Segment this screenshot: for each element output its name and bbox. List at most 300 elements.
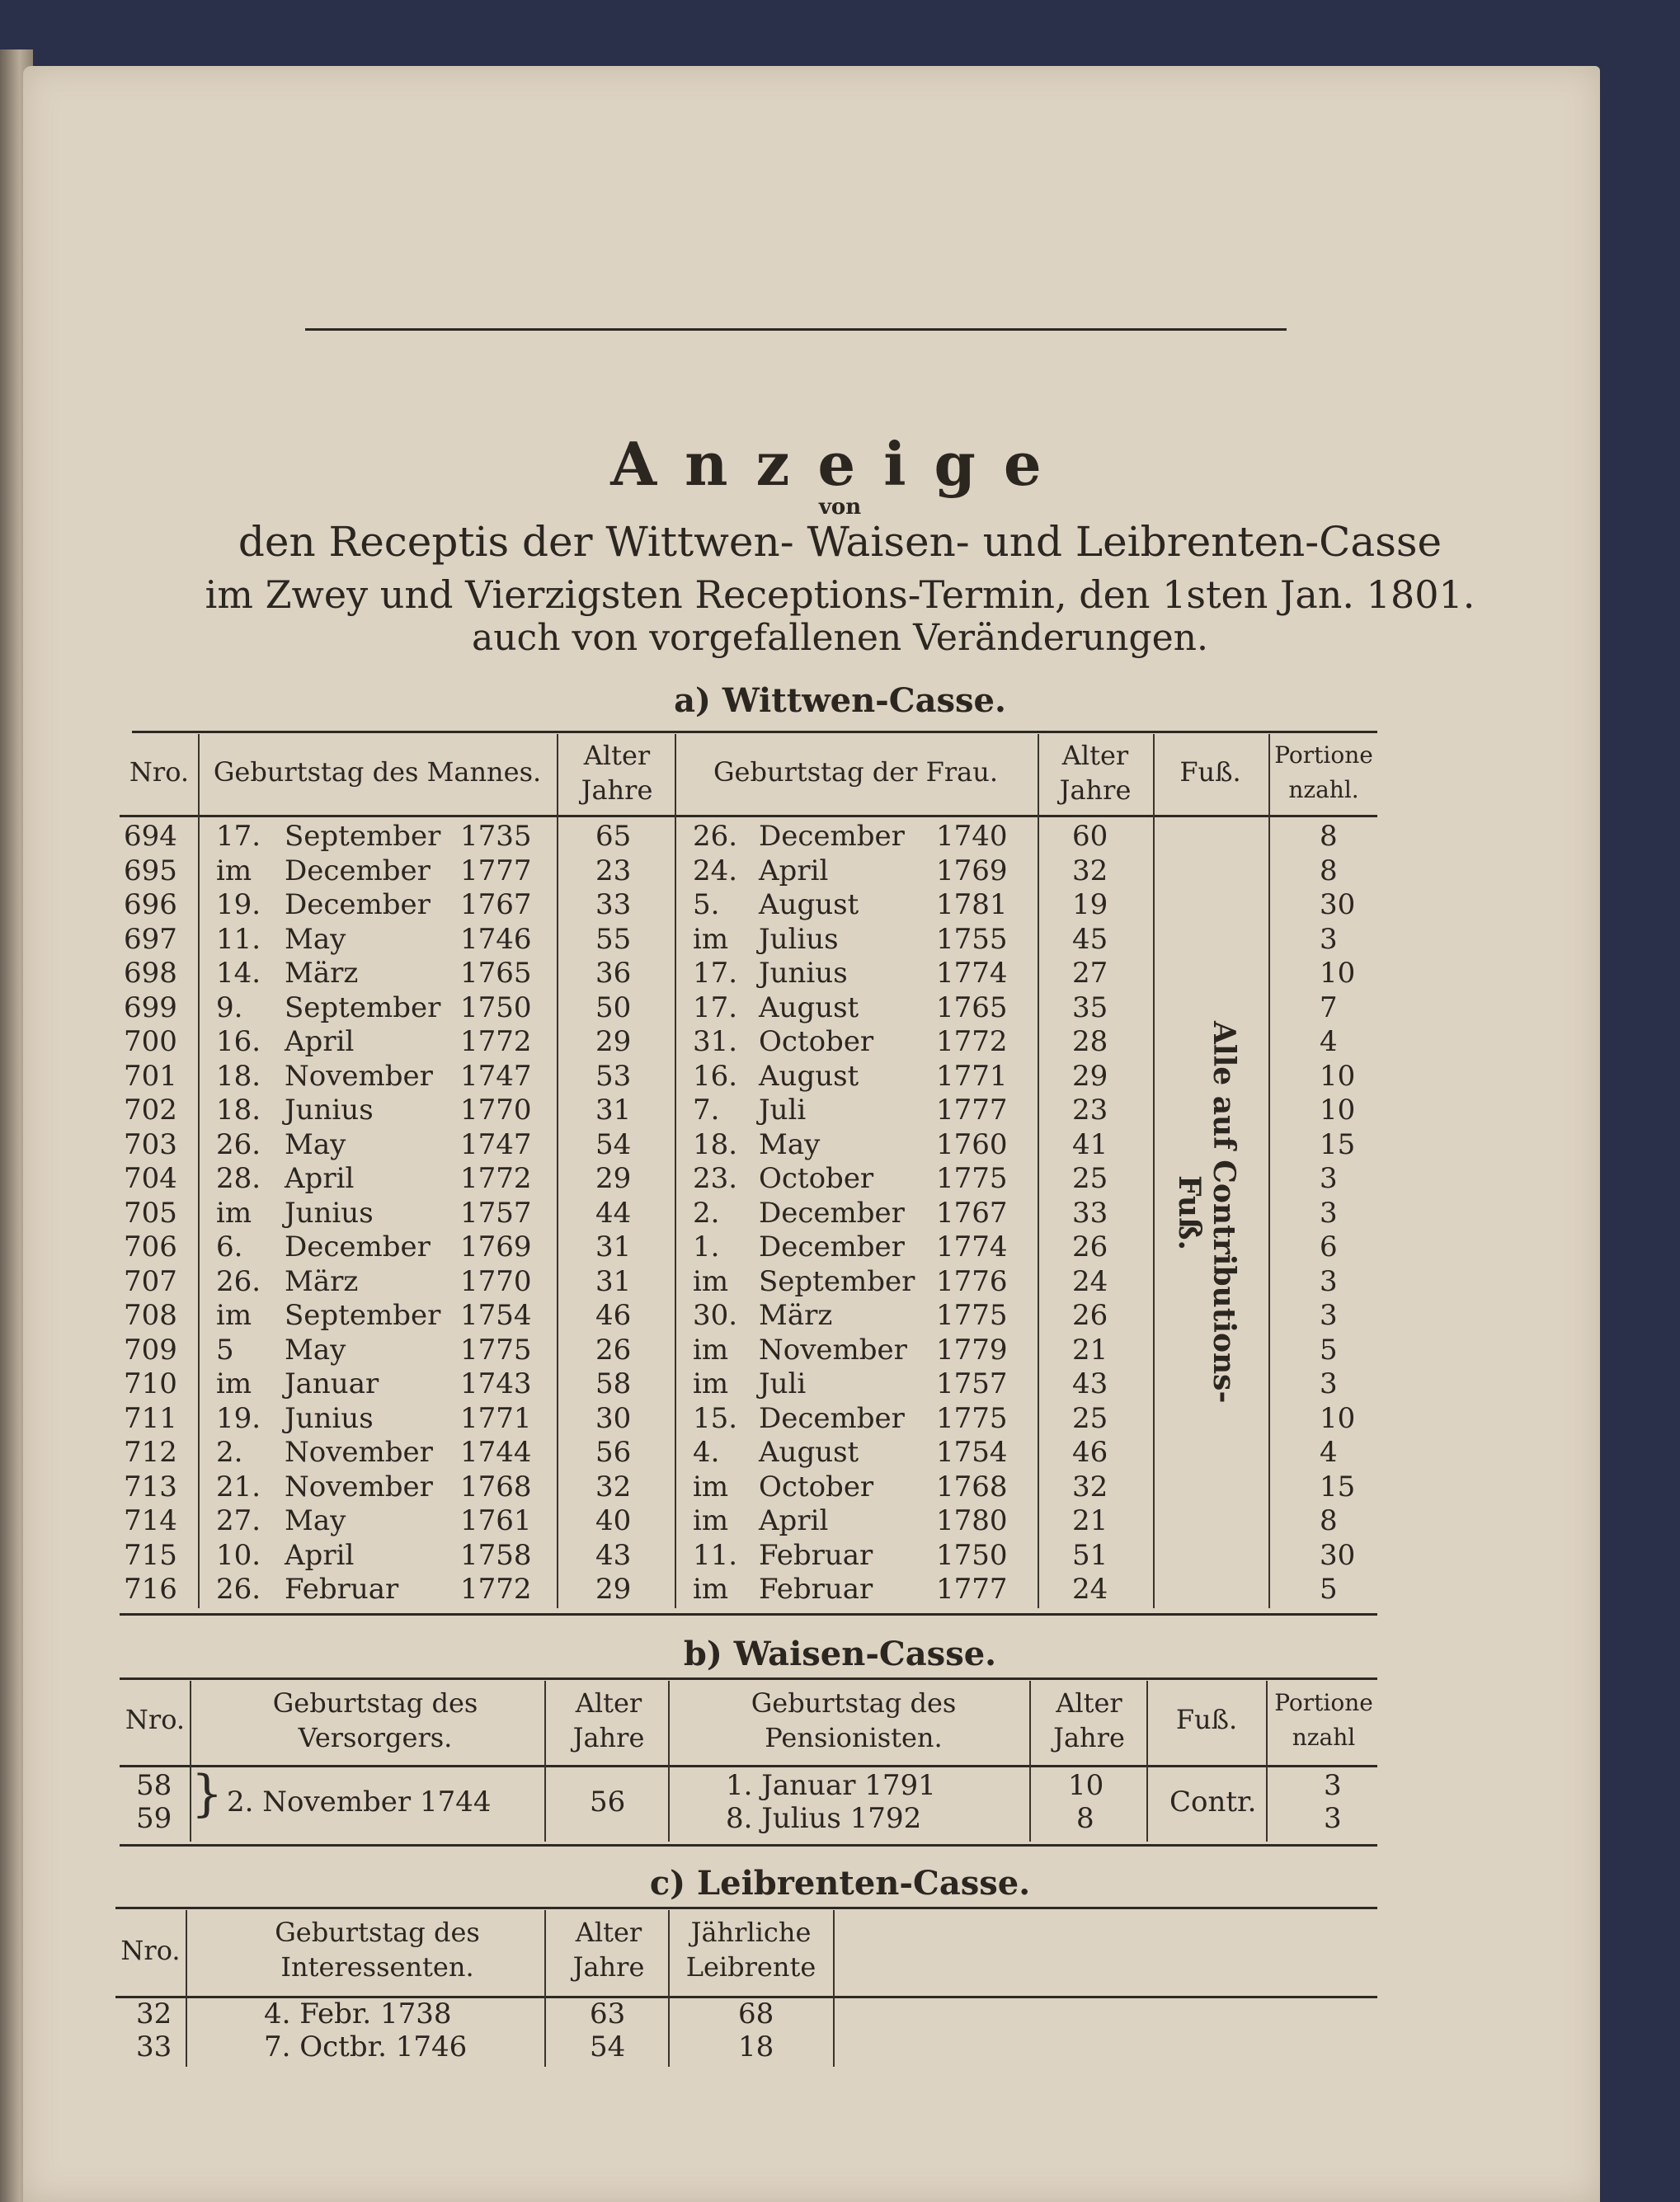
wittwen-f-age: 24 xyxy=(1072,1264,1108,1298)
wittwen-m-day: 19. xyxy=(216,1401,261,1435)
col-header-fuss: Fuß. xyxy=(1179,756,1241,788)
wittwen-f-day: 17. xyxy=(693,957,738,990)
wittwen-f-age: 32 xyxy=(1072,1470,1108,1503)
wittwen-m-year: 1775 xyxy=(460,1333,532,1367)
wittwen-f-month: Februar xyxy=(759,1538,873,1572)
wittwen-nro: 711 xyxy=(124,1401,177,1435)
waisen-bottom-rule xyxy=(120,1844,1377,1847)
wittwen-m-month: May xyxy=(285,1504,346,1537)
waisen-portionen: 3 xyxy=(1324,1769,1342,1802)
wittwen-f-age: 21 xyxy=(1072,1333,1108,1367)
wittwen-f-day: im xyxy=(693,1504,729,1537)
wittwen-f-month: April xyxy=(759,854,829,887)
wittwen-portions: 5 xyxy=(1320,1573,1338,1606)
wittwen-f-year: 1765 xyxy=(936,990,1008,1024)
leibrenten-col-sep xyxy=(544,1910,546,2067)
wittwen-f-year: 1750 xyxy=(936,1538,1008,1572)
wittwen-m-age: 31 xyxy=(595,1230,632,1263)
subtitle-line-3: auch von vorgefallenen Veränderungen. xyxy=(471,617,1209,659)
wittwen-f-year: 1774 xyxy=(936,957,1008,990)
wittwen-f-month: August xyxy=(759,1436,859,1469)
wittwen-m-year: 1767 xyxy=(460,888,532,921)
waisen-versorger-alter: 56 xyxy=(590,1786,626,1819)
wittwen-f-age: 21 xyxy=(1072,1504,1108,1537)
wittwen-f-age: 33 xyxy=(1072,1196,1108,1230)
waisen-header-versorger: Geburtstag des Versorgers. xyxy=(272,1687,478,1753)
wittwen-m-age: 56 xyxy=(595,1436,632,1469)
wittwen-f-age: 28 xyxy=(1072,1025,1108,1058)
wittwen-m-day: 26. xyxy=(216,1127,261,1161)
col-header-portionen: Portionenzahl. xyxy=(1274,741,1373,803)
wittwen-m-year: 1771 xyxy=(460,1401,532,1435)
waisen-nro: 58 xyxy=(136,1769,172,1802)
wittwen-m-day: 14. xyxy=(216,957,261,990)
waisen-header-portionen: Portionenzahl xyxy=(1274,1689,1373,1751)
waisen-header-alter-pension: Alter Jahre xyxy=(1053,1687,1125,1753)
wittwen-f-year: 1775 xyxy=(936,1401,1008,1435)
wittwen-f-day: im xyxy=(693,1470,729,1503)
wittwen-m-year: 1770 xyxy=(460,1094,532,1127)
wittwen-nro: 698 xyxy=(124,957,177,990)
col-header-nro: Nro. xyxy=(129,756,190,788)
wittwen-f-year: 1740 xyxy=(936,820,1008,853)
wittwen-f-month: Junius xyxy=(759,957,848,990)
wittwen-top-rule xyxy=(132,731,1377,733)
wittwen-nro: 706 xyxy=(124,1230,177,1263)
wittwen-portions: 8 xyxy=(1320,820,1338,853)
wittwen-m-day: 27. xyxy=(216,1504,261,1537)
wittwen-f-year: 1769 xyxy=(936,854,1008,887)
wittwen-m-month: März xyxy=(285,957,359,990)
wittwen-portions: 10 xyxy=(1320,1401,1356,1435)
wittwen-f-age: 51 xyxy=(1072,1538,1108,1572)
wittwen-bottom-rule xyxy=(120,1613,1377,1616)
wittwen-f-age: 26 xyxy=(1072,1299,1108,1332)
leibrenten-top-rule xyxy=(115,1907,1377,1909)
waisen-col-sep xyxy=(1029,1681,1031,1842)
wittwen-f-year: 1777 xyxy=(936,1094,1008,1127)
wittwen-f-day: 11. xyxy=(693,1538,738,1572)
wittwen-f-age: 46 xyxy=(1072,1436,1108,1469)
section-waisen-title: b) Waisen-Casse. xyxy=(683,1635,997,1673)
wittwen-m-day: 5 xyxy=(216,1333,234,1367)
wittwen-m-age: 65 xyxy=(595,820,632,853)
wittwen-m-year: 1754 xyxy=(460,1299,532,1332)
wittwen-f-year: 1774 xyxy=(936,1230,1008,1263)
leibrenten-alter: 63 xyxy=(590,1997,626,2030)
wittwen-f-age: 60 xyxy=(1072,820,1108,853)
wittwen-portions: 3 xyxy=(1320,1299,1338,1332)
waisen-alter: 10 xyxy=(1068,1769,1104,1802)
wittwen-f-month: December xyxy=(759,820,905,853)
wittwen-m-age: 26 xyxy=(595,1333,632,1367)
wittwen-nro: 703 xyxy=(124,1127,177,1161)
wittwen-m-age: 55 xyxy=(595,922,632,956)
wittwen-nro: 712 xyxy=(124,1436,177,1469)
wittwen-nro: 697 xyxy=(124,922,177,956)
wittwen-m-month: September xyxy=(285,820,441,853)
wittwen-f-year: 1780 xyxy=(936,1504,1008,1537)
wittwen-portions: 5 xyxy=(1320,1333,1338,1367)
wittwen-m-month: April xyxy=(285,1538,355,1572)
wittwen-col-sep xyxy=(1038,734,1039,1608)
wittwen-m-day: 18. xyxy=(216,1059,261,1093)
wittwen-portions: 8 xyxy=(1320,854,1338,887)
wittwen-nro: 699 xyxy=(124,990,177,1024)
wittwen-m-month: April xyxy=(285,1025,355,1058)
wittwen-f-age: 25 xyxy=(1072,1162,1108,1195)
wittwen-m-year: 1768 xyxy=(460,1470,532,1503)
wittwen-f-year: 1775 xyxy=(936,1299,1008,1332)
wittwen-m-day: 26. xyxy=(216,1573,261,1606)
wittwen-nro: 713 xyxy=(124,1470,177,1503)
wittwen-m-year: 1735 xyxy=(460,820,532,853)
col-header-geburtstag-mann: Geburtstag des Mannes. xyxy=(213,756,542,788)
waisen-top-rule xyxy=(120,1677,1377,1680)
wittwen-col-sep xyxy=(1268,734,1270,1608)
wittwen-f-age: 25 xyxy=(1072,1401,1108,1435)
wittwen-f-day: 1. xyxy=(693,1230,720,1263)
wittwen-f-age: 19 xyxy=(1072,888,1108,921)
waisen-versorger: 2. November 1744 xyxy=(227,1786,492,1819)
wittwen-m-age: 30 xyxy=(595,1401,632,1435)
leibrenten-header-interessent: Geburtstag des Interessenten. xyxy=(275,1917,480,1983)
wittwen-nro: 694 xyxy=(124,820,177,853)
wittwen-f-year: 1777 xyxy=(936,1573,1008,1606)
fuss-note-vertical: Alle auf Contributions-Fuß. xyxy=(1172,1021,1241,1404)
wittwen-m-month: Junius xyxy=(285,1401,374,1435)
wittwen-f-day: im xyxy=(693,1573,729,1606)
wittwen-f-age: 26 xyxy=(1072,1230,1108,1263)
waisen-col-sep xyxy=(668,1681,670,1842)
wittwen-f-age: 23 xyxy=(1072,1094,1108,1127)
leibrenten-alter: 54 xyxy=(590,2030,626,2063)
wittwen-m-day: 17. xyxy=(216,820,261,853)
wittwen-f-day: im xyxy=(693,1333,729,1367)
wittwen-m-age: 31 xyxy=(595,1264,632,1298)
wittwen-m-year: 1750 xyxy=(460,990,532,1024)
wittwen-portions: 30 xyxy=(1320,1538,1356,1572)
wittwen-f-year: 1757 xyxy=(936,1367,1008,1400)
wittwen-nro: 700 xyxy=(124,1025,177,1058)
wittwen-portions: 4 xyxy=(1320,1436,1338,1469)
wittwen-f-month: Julius xyxy=(759,922,839,956)
leibrenten-geburt: 7. Octbr. 1746 xyxy=(264,2030,468,2063)
wittwen-m-age: 31 xyxy=(595,1094,632,1127)
wittwen-m-day: 28. xyxy=(216,1162,261,1195)
title-von: von xyxy=(818,495,862,520)
wittwen-m-age: 40 xyxy=(595,1504,632,1537)
top-rule xyxy=(305,328,1287,331)
wittwen-m-month: September xyxy=(285,1299,441,1332)
leibrenten-nro: 33 xyxy=(136,2030,172,2063)
wittwen-portions: 30 xyxy=(1320,888,1356,921)
wittwen-m-month: May xyxy=(285,1333,346,1367)
wittwen-m-age: 53 xyxy=(595,1059,632,1093)
wittwen-f-day: 17. xyxy=(693,990,738,1024)
wittwen-nro: 708 xyxy=(124,1299,177,1332)
wittwen-m-day: 10. xyxy=(216,1538,261,1572)
wittwen-m-age: 50 xyxy=(595,990,632,1024)
wittwen-m-year: 1770 xyxy=(460,1264,532,1298)
wittwen-f-day: 5. xyxy=(693,888,720,921)
waisen-header-rule xyxy=(120,1765,1377,1767)
wittwen-m-month: November xyxy=(285,1059,433,1093)
wittwen-portions: 15 xyxy=(1320,1127,1356,1161)
col-header-geburtstag-frau: Geburtstag der Frau. xyxy=(713,756,998,788)
wittwen-f-day: im xyxy=(693,1264,729,1298)
wittwen-m-year: 1747 xyxy=(460,1059,532,1093)
wittwen-m-month: November xyxy=(285,1436,433,1469)
wittwen-f-day: im xyxy=(693,1367,729,1400)
col-header-alter-frau: Alter Jahre xyxy=(1059,740,1132,806)
wittwen-f-day: 15. xyxy=(693,1401,738,1435)
wittwen-m-month: December xyxy=(285,854,431,887)
wittwen-m-age: 43 xyxy=(595,1538,632,1572)
wittwen-portions: 4 xyxy=(1320,1025,1338,1058)
wittwen-f-day: 18. xyxy=(693,1127,738,1161)
waisen-alter: 8 xyxy=(1076,1802,1094,1835)
wittwen-m-year: 1746 xyxy=(460,922,532,956)
waisen-pension: 8. Julius 1792 xyxy=(726,1802,922,1835)
wittwen-m-day: 6. xyxy=(216,1230,243,1263)
section-wittwen-title: a) Wittwen-Casse. xyxy=(674,681,1006,720)
waisen-pension: 1. Januar 1791 xyxy=(726,1769,936,1802)
wittwen-f-month: December xyxy=(759,1230,905,1263)
wittwen-m-age: 44 xyxy=(595,1196,632,1230)
wittwen-m-age: 33 xyxy=(595,888,632,921)
wittwen-f-day: 30. xyxy=(693,1299,738,1332)
wittwen-f-month: November xyxy=(759,1333,907,1367)
wittwen-f-month: December xyxy=(759,1401,905,1435)
wittwen-nro: 707 xyxy=(124,1264,177,1298)
leibrenten-nro: 32 xyxy=(136,1997,172,2030)
wittwen-portions: 10 xyxy=(1320,1094,1356,1127)
brace-glyph: } xyxy=(191,1765,224,1823)
wittwen-portions: 15 xyxy=(1320,1470,1356,1503)
wittwen-f-age: 45 xyxy=(1072,922,1108,956)
waisen-header-pensionist: Geburtstag des Pensionisten. xyxy=(751,1687,957,1753)
wittwen-col-sep xyxy=(557,734,558,1608)
wittwen-m-day: 9. xyxy=(216,990,243,1024)
wittwen-col-sep xyxy=(675,734,676,1608)
wittwen-f-year: 1760 xyxy=(936,1127,1008,1161)
wittwen-m-month: November xyxy=(285,1470,433,1503)
wittwen-portions: 10 xyxy=(1320,957,1356,990)
wittwen-m-day: 2. xyxy=(216,1436,243,1469)
wittwen-f-month: Juli xyxy=(759,1094,807,1127)
leibrenten-header-rente: Jährliche Leibrente xyxy=(685,1917,816,1983)
leibrenten-header-alter: Alter Jahre xyxy=(572,1917,645,1983)
wittwen-m-age: 23 xyxy=(595,854,632,887)
wittwen-nro: 710 xyxy=(124,1367,177,1400)
wittwen-f-age: 43 xyxy=(1072,1367,1108,1400)
wittwen-portions: 8 xyxy=(1320,1504,1338,1537)
wittwen-m-year: 1765 xyxy=(460,957,532,990)
wittwen-f-month: Juli xyxy=(759,1367,807,1400)
waisen-header-fuss: Fuß. xyxy=(1175,1704,1238,1735)
wittwen-m-month: März xyxy=(285,1264,359,1298)
wittwen-f-day: 16. xyxy=(693,1059,738,1093)
wittwen-m-age: 32 xyxy=(595,1470,632,1503)
leibrenten-col-sep xyxy=(668,1910,670,2067)
subtitle-line-1: den Receptis der Wittwen- Waisen- und Leibrenten-Casse xyxy=(238,518,1442,566)
leibrenten-geburt: 4. Febr. 1738 xyxy=(264,1997,452,2030)
wittwen-nro: 715 xyxy=(124,1538,177,1572)
wittwen-m-age: 58 xyxy=(595,1367,632,1400)
wittwen-m-day: 16. xyxy=(216,1025,261,1058)
wittwen-portions: 3 xyxy=(1320,922,1338,956)
wittwen-m-age: 29 xyxy=(595,1162,632,1195)
wittwen-m-month: December xyxy=(285,1230,431,1263)
wittwen-nro: 709 xyxy=(124,1333,177,1367)
wittwen-portions: 6 xyxy=(1320,1230,1338,1263)
wittwen-portions: 3 xyxy=(1320,1162,1338,1195)
wittwen-m-year: 1761 xyxy=(460,1504,532,1537)
wittwen-m-age: 36 xyxy=(595,957,632,990)
waisen-fuss: Contr. xyxy=(1169,1786,1257,1819)
wittwen-portions: 3 xyxy=(1320,1367,1338,1400)
wittwen-m-day: 11. xyxy=(216,922,261,956)
wittwen-m-month: Februar xyxy=(285,1573,399,1606)
wittwen-nro: 701 xyxy=(124,1059,177,1093)
wittwen-m-month: May xyxy=(285,1127,346,1161)
waisen-portionen: 3 xyxy=(1324,1802,1342,1835)
wittwen-nro: 702 xyxy=(124,1094,177,1127)
wittwen-m-year: 1772 xyxy=(460,1573,532,1606)
waisen-col-sep xyxy=(1146,1681,1148,1842)
leibrenten-rente: 68 xyxy=(738,1997,774,2030)
wittwen-f-year: 1767 xyxy=(936,1196,1008,1230)
wittwen-m-day: 26. xyxy=(216,1264,261,1298)
leibrenten-header-nro: Nro. xyxy=(120,1935,181,1966)
wittwen-header-rule xyxy=(120,815,1377,817)
wittwen-nro: 714 xyxy=(124,1504,177,1537)
wittwen-m-age: 29 xyxy=(595,1573,632,1606)
wittwen-m-month: April xyxy=(285,1162,355,1195)
wittwen-nro: 696 xyxy=(124,888,177,921)
wittwen-f-month: October xyxy=(759,1470,874,1503)
wittwen-f-year: 1779 xyxy=(936,1333,1008,1367)
wittwen-f-year: 1754 xyxy=(936,1436,1008,1469)
wittwen-f-day: 4. xyxy=(693,1436,720,1469)
wittwen-m-day: im xyxy=(216,1196,252,1230)
wittwen-f-age: 24 xyxy=(1072,1573,1108,1606)
wittwen-m-month: May xyxy=(285,922,346,956)
wittwen-f-age: 29 xyxy=(1072,1059,1108,1093)
wittwen-f-month: May xyxy=(759,1127,821,1161)
wittwen-f-year: 1776 xyxy=(936,1264,1008,1298)
wittwen-portions: 7 xyxy=(1320,990,1338,1024)
wittwen-f-month: August xyxy=(759,990,859,1024)
wittwen-m-month: Junius xyxy=(285,1094,374,1127)
subtitle-line-2: im Zwey und Vierzigsten Receptions-Termin, den 1sten Jan. 1801. xyxy=(205,572,1475,617)
wittwen-f-month: Februar xyxy=(759,1573,873,1606)
wittwen-m-day: im xyxy=(216,854,252,887)
wittwen-f-day: 26. xyxy=(693,820,738,853)
wittwen-f-month: April xyxy=(759,1504,829,1537)
wittwen-m-year: 1747 xyxy=(460,1127,532,1161)
waisen-header-alter: Alter Jahre xyxy=(572,1687,645,1753)
wittwen-f-age: 27 xyxy=(1072,957,1108,990)
wittwen-m-month: Januar xyxy=(285,1367,379,1400)
wittwen-f-year: 1772 xyxy=(936,1025,1008,1058)
wittwen-f-age: 35 xyxy=(1072,990,1108,1024)
wittwen-m-age: 29 xyxy=(595,1025,632,1058)
waisen-header-nro: Nro. xyxy=(125,1704,186,1735)
wittwen-f-year: 1781 xyxy=(936,888,1008,921)
wittwen-m-year: 1777 xyxy=(460,854,532,887)
wittwen-f-day: 2. xyxy=(693,1196,720,1230)
wittwen-col-sep xyxy=(1153,734,1155,1608)
wittwen-m-age: 54 xyxy=(595,1127,632,1161)
leibrenten-rente: 18 xyxy=(738,2030,774,2063)
wittwen-m-year: 1772 xyxy=(460,1162,532,1195)
wittwen-f-month: October xyxy=(759,1025,874,1058)
col-header-alter-mann: Alter Jahre xyxy=(581,740,653,806)
wittwen-m-year: 1772 xyxy=(460,1025,532,1058)
wittwen-m-year: 1758 xyxy=(460,1538,532,1572)
wittwen-f-day: 23. xyxy=(693,1162,738,1195)
wittwen-portions: 10 xyxy=(1320,1059,1356,1093)
wittwen-m-day: 18. xyxy=(216,1094,261,1127)
wittwen-nro: 695 xyxy=(124,854,177,887)
wittwen-m-day: im xyxy=(216,1299,252,1332)
wittwen-f-month: October xyxy=(759,1162,874,1195)
wittwen-f-month: März xyxy=(759,1299,833,1332)
wittwen-portions: 3 xyxy=(1320,1196,1338,1230)
wittwen-m-age: 46 xyxy=(595,1299,632,1332)
wittwen-f-day: 31. xyxy=(693,1025,738,1058)
wittwen-m-year: 1769 xyxy=(460,1230,532,1263)
wittwen-f-age: 32 xyxy=(1072,854,1108,887)
leibrenten-col-sep xyxy=(833,1910,835,2067)
wittwen-m-year: 1743 xyxy=(460,1367,532,1400)
wittwen-f-year: 1768 xyxy=(936,1470,1008,1503)
wittwen-col-sep xyxy=(198,734,200,1608)
wittwen-nro: 704 xyxy=(124,1162,177,1195)
wittwen-f-age: 41 xyxy=(1072,1127,1108,1161)
wittwen-f-year: 1775 xyxy=(936,1162,1008,1195)
wittwen-f-day: im xyxy=(693,922,729,956)
wittwen-m-month: September xyxy=(285,990,441,1024)
wittwen-nro: 716 xyxy=(124,1573,177,1606)
wittwen-m-year: 1744 xyxy=(460,1436,532,1469)
waisen-col-sep xyxy=(544,1681,546,1842)
wittwen-f-month: September xyxy=(759,1264,915,1298)
wittwen-m-month: December xyxy=(285,888,431,921)
wittwen-nro: 705 xyxy=(124,1196,177,1230)
waisen-nro: 59 xyxy=(136,1802,172,1835)
wittwen-m-day: 21. xyxy=(216,1470,261,1503)
wittwen-f-month: December xyxy=(759,1196,905,1230)
wittwen-f-day: 7. xyxy=(693,1094,720,1127)
wittwen-m-day: 19. xyxy=(216,888,261,921)
wittwen-m-month: Junius xyxy=(285,1196,374,1230)
wittwen-f-month: August xyxy=(759,888,859,921)
page-title: Anzeige xyxy=(610,429,1070,499)
wittwen-m-year: 1757 xyxy=(460,1196,532,1230)
wittwen-m-day: im xyxy=(216,1367,252,1400)
wittwen-f-year: 1755 xyxy=(936,922,1008,956)
waisen-col-sep xyxy=(1266,1681,1268,1842)
wittwen-f-day: 24. xyxy=(693,854,738,887)
wittwen-f-month: August xyxy=(759,1059,859,1093)
wittwen-f-year: 1771 xyxy=(936,1059,1008,1093)
section-leibrenten-title: c) Leibrenten-Casse. xyxy=(649,1864,1031,1903)
leibrenten-col-sep xyxy=(186,1910,187,2067)
wittwen-portions: 3 xyxy=(1320,1264,1338,1298)
